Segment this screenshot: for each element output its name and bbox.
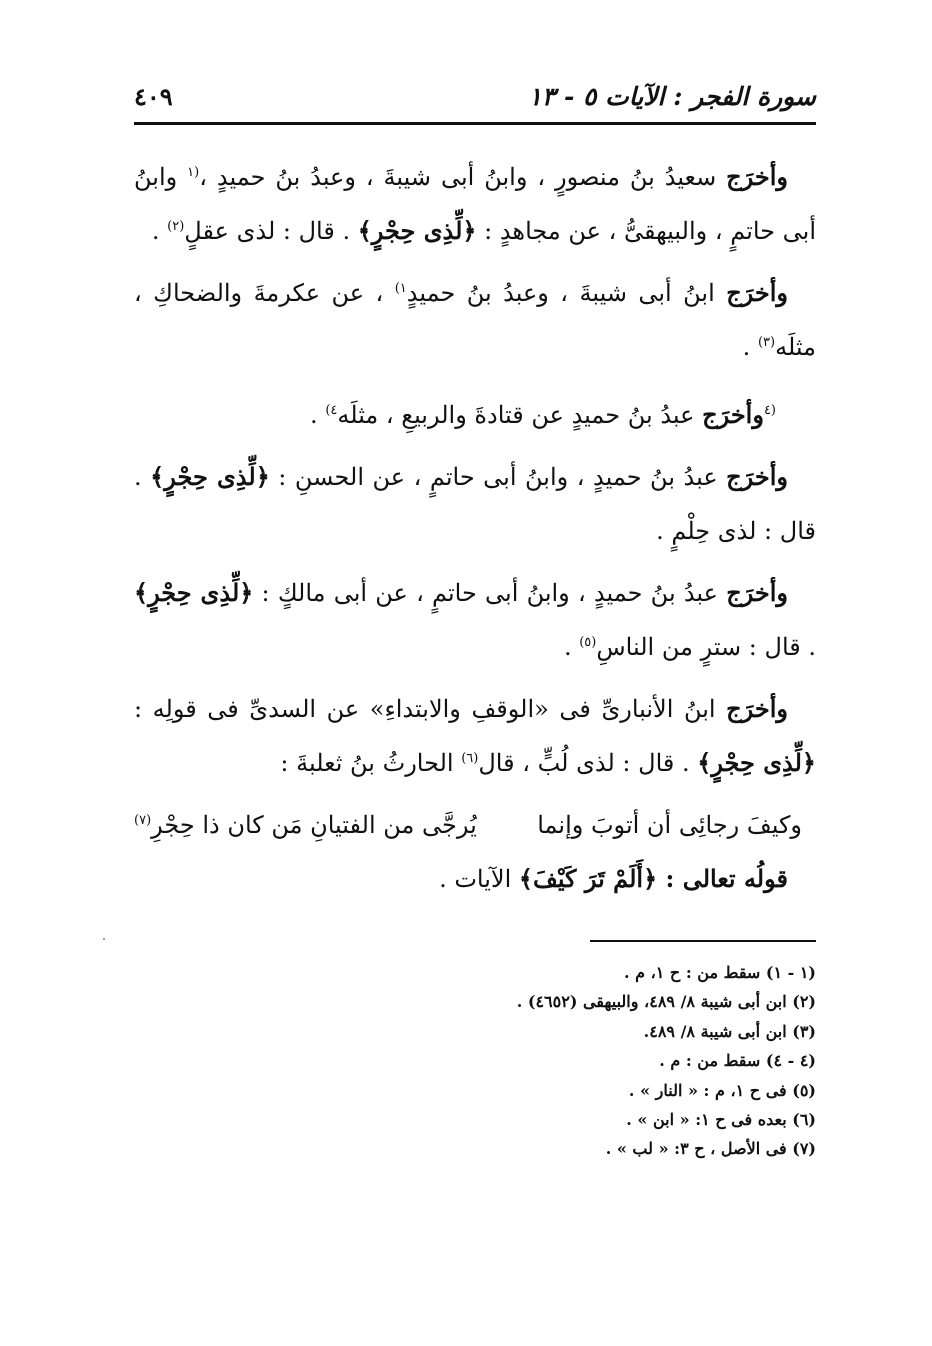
page-number: ٤٠٩: [134, 81, 173, 111]
footnote-1: (١ - ١) سقط من : ح ١، م .: [623, 963, 816, 982]
footnote-marker: (٢): [167, 219, 185, 234]
paragraph-lead: وأخرَج: [726, 278, 789, 307]
footnote-marker: (١: [187, 165, 200, 180]
paragraph-text: . قال : لذى لُبٍّ ، قال: [478, 749, 698, 777]
paragraph-text: .: [310, 401, 326, 429]
paragraph-text: ابنُ الأنبارىِّ فى «الوقفِ والابتداءِ» عن السدىِّ فى قولِه :: [134, 695, 727, 723]
paragraph-4: [134, 450, 816, 558]
footnote-7: (٧) فى الأصل ، ح ٣: « لب » .: [605, 1139, 816, 1159]
footnotes: [134, 958, 816, 1164]
quran-quote: ﴿لِّذِى حِجْرٍ﴾: [697, 748, 816, 777]
paragraph-text: ، عن عكرمةَ والضحاكِ ، مثلَه: [134, 279, 816, 361]
footnote-marker: (٧): [134, 813, 152, 828]
paragraph-lead: وأخرَج: [726, 694, 788, 723]
paragraph-text: .: [151, 217, 168, 245]
quran-quote: ﴿لِّذِى حِجْرٍ﴾: [150, 462, 270, 491]
running-header: [134, 76, 816, 116]
paragraph-2: [134, 266, 816, 374]
footnote-marker: (٥): [579, 635, 597, 650]
poem-hemistich-2-wrap: [134, 798, 477, 852]
paragraph-text: سعيدُ بنُ منصورٍ ، وابنُ أبى شيبةَ ، وعبدُ بنُ حميدٍ ،: [199, 163, 727, 191]
quran-quote: ﴿أَلَمْ تَرَ كَيْفَ﴾: [518, 864, 666, 893]
footnote-6: (٦) بعده فى ح ١: « ابن » .: [626, 1110, 816, 1130]
paragraph-text: ابنُ أبى شيبةَ ، وعبدُ بنُ حميدٍ: [406, 279, 727, 307]
paragraph-5: [134, 566, 816, 674]
footnote-marker: (٤: [763, 403, 776, 418]
paragraph-lead: وأخرَج: [726, 462, 788, 491]
footnote-3: (٣) ابن أبى شيبة ٨/ ٤٨٩.: [643, 1021, 816, 1041]
paragraph-1: [134, 150, 816, 258]
footnote-marker: ١): [394, 281, 407, 296]
paragraph-text: .: [563, 633, 580, 661]
paragraph-text: الآيات .: [439, 865, 519, 893]
paragraph-6: [134, 682, 816, 790]
paragraph-text: .: [742, 333, 758, 361]
quran-quote: ﴿لِّذِى حِجْرٍ﴾: [357, 216, 477, 245]
paragraph-text: عبدُ بنُ حميدٍ ، وابنُ أبى حاتمٍ ، عن الحسنِ :: [269, 463, 727, 491]
poem-hemistich-1: وكيفَ رجائِى أن أتوبَ وإنما: [537, 811, 802, 839]
footnote-2: (٢) ابن أبى شيبة ٨/ ٤٨٩، والبيهقى (٤٦٥٢) .: [516, 992, 816, 1012]
footnote-rule: [590, 940, 816, 942]
paragraph-text: الحارثُ بنُ ثعلبةَ :: [280, 749, 462, 777]
header-title: سورة الفجر : الآيات ٥ - ١٣: [528, 81, 816, 111]
verse-heading: قولُه تعالى :: [665, 864, 788, 893]
paragraph-lead: وأخرَج: [726, 162, 788, 191]
paragraph-text: عبدُ بنُ حميدٍ عن قتادةَ والربيعِ ، مثلَه: [337, 401, 703, 429]
paragraph-text: . قال : لذى عقلٍ: [184, 217, 358, 245]
footnote-marker: (٣): [757, 335, 776, 350]
main-text: [134, 150, 816, 914]
paragraph-text: . قال : سترٍ من الناسِ: [596, 633, 816, 661]
paragraph-text: . قال : لذى حِلْمٍ .: [134, 463, 816, 545]
poem-verse: [134, 798, 802, 852]
footnote-marker: (٦): [461, 751, 479, 766]
scan-speck: [103, 938, 105, 940]
poem-hemistich-2: يُرجَّى من الفتيانِ مَن كان ذا حِجْرِ: [151, 811, 477, 839]
paragraph-lead: وأخرَج: [726, 578, 789, 607]
footnote-5: (٥) فى ح ١، م : « النار » .: [628, 1080, 816, 1100]
quran-quote: ﴿لِّذِى حِجْرٍ﴾: [134, 578, 254, 607]
paragraph-text: عبدُ بنُ حميدٍ ، وابنُ أبى حاتمٍ ، عن أبى مالكٍ :: [253, 579, 727, 607]
header-rule: [134, 122, 816, 125]
paragraph-7: [134, 852, 816, 906]
paragraph-3: [134, 388, 816, 442]
footnote-marker: ٤): [325, 403, 338, 418]
paragraph-text: وابنُ أبى حاتمٍ ، والبيهقىُّ ، عن مجاهدٍ :: [134, 163, 816, 245]
footnote-4: (٤ - ٤) سقط من : م .: [659, 1051, 816, 1071]
paragraph-lead: وأخرَج: [702, 400, 764, 429]
